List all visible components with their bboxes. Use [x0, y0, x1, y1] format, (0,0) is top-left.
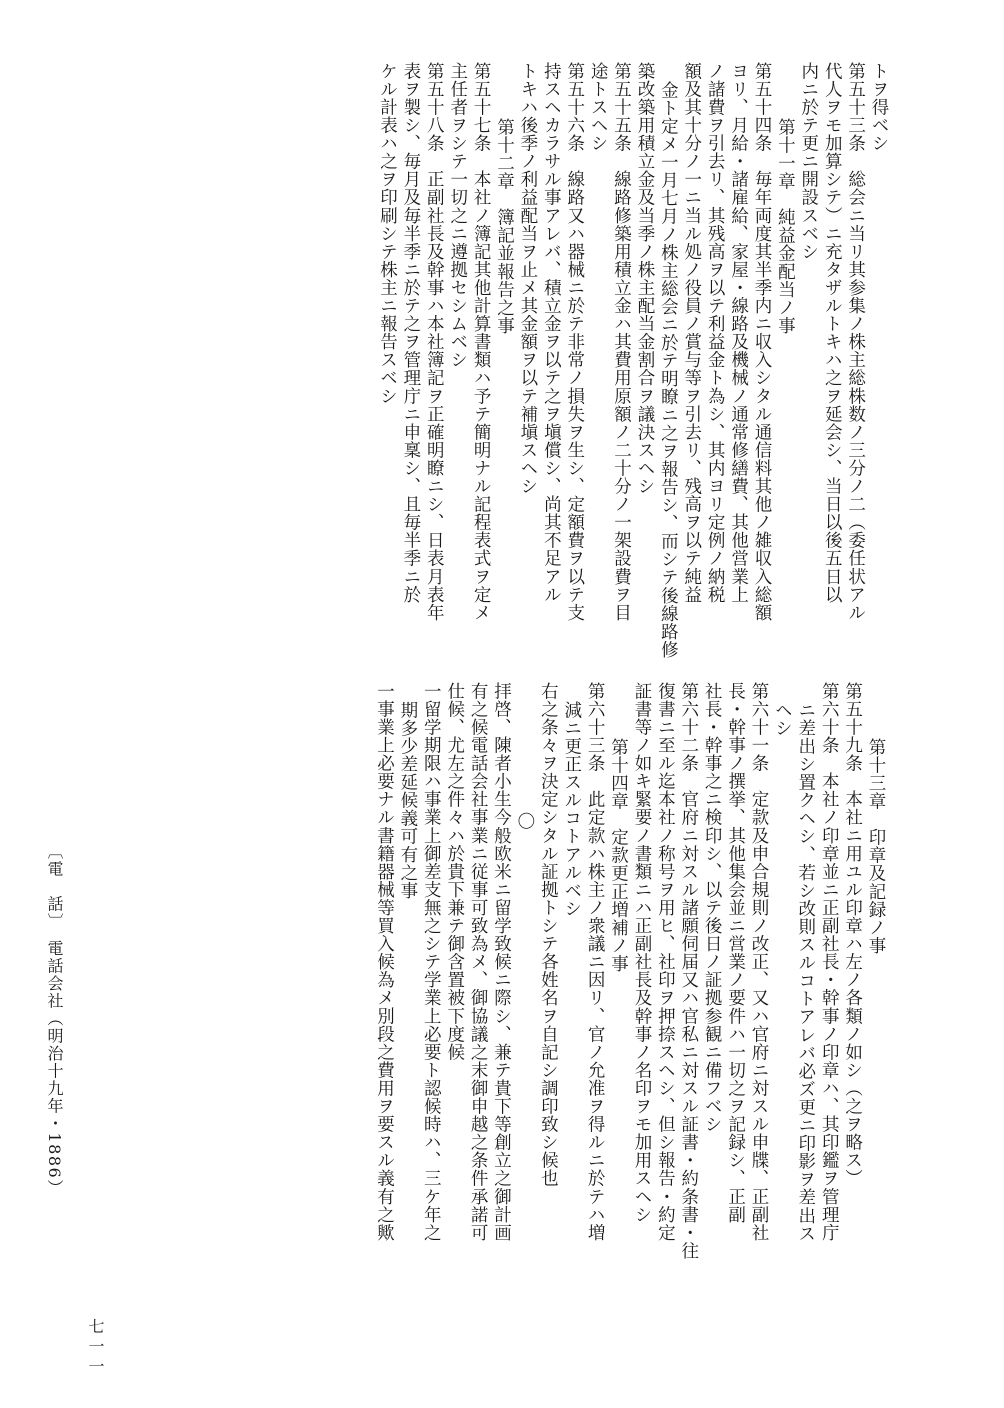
- text-line: 有之候電話会社事業ニ従事可致為メ、御協議之末御申越之条件承諾可: [468, 682, 489, 1242]
- chapter-heading: 第十一章 純益金配当ノ事: [775, 118, 796, 335]
- text-line: 拝啓、陳者小生今般欧米ニ留学致候ニ際シ、兼テ貴下等創立之御計画: [491, 682, 512, 1242]
- text-line: 長・幹事ノ撰挙、其他集会並ニ営業ノ要件ハ一切之ヲ記録シ、正副: [725, 682, 746, 1224]
- text-line: ノ諸費ヲ引去リ、其残高ヲ以テ利益金ト為シ、其内ヨリ定例ノ納税: [705, 62, 726, 604]
- text-line: 額及其十分ノ一ニ当ル処ノ役員ノ賞与等ヲ引去リ、残高ヲ以テ純益: [681, 62, 702, 604]
- page-number: 七一一: [86, 1318, 105, 1378]
- text-line: 第六十二条 官府ニ対スル諸願伺届又ハ官私ニ対スル証書・約条書・往: [678, 682, 699, 1260]
- top-text-block: [375, 62, 890, 659]
- text-line: 築改築用積立金及当季ノ株主配当金割合ヲ議決スヘシ: [634, 62, 655, 496]
- text-line: 第五十九条 本社ニ用ユル印章ハ左ノ各類ノ如シ（之ヲ略ス）: [842, 682, 863, 1188]
- text-line: 社長・幹事之ニ検印シ、以テ後日ノ証拠参観ニ備フベシ: [702, 682, 723, 1134]
- bottom-text-block: [372, 682, 887, 1282]
- text-line: 金ト定メ一月七月ノ株主総会ニ於テ明瞭ニ之ヲ報告シ、而シテ後線路修: [658, 81, 679, 659]
- text-line: 表ヲ製シ、毎月及毎半季ニ於テ之ヲ管理庁ニ申稟シ、且毎半季ニ於: [400, 62, 421, 604]
- text-line: 第六十三条 此定款ハ株主ノ衆議ニ因リ、官ノ允准ヲ得ルニ於テハ増: [585, 682, 606, 1242]
- text-line: 復書ニ至ル迄本社ノ称号ヲ用ヒ、社印ヲ押捺スヘシ、但シ報告・約定: [655, 682, 676, 1242]
- text-line: 主任者ヲシテ一切之ニ遵拠セシムベシ: [447, 62, 468, 369]
- text-line: 一留学期限ハ事業上御差支無之シテ学業上必要ト認候時ハ、三ケ年之: [421, 682, 442, 1242]
- text-line: 途トスヘシ: [588, 62, 609, 153]
- chapter-heading: 第十三章 印章及記録ノ事: [866, 738, 886, 955]
- text-line: 内ニ於テ更ニ開設スベシ: [798, 62, 819, 261]
- text-line: トヲ得ベシ: [869, 62, 889, 153]
- chapter-heading: 第十二章 簿記並報告之事: [494, 118, 515, 335]
- text-line: ケル計表ハ之ヲ印刷シテ株主ニ報告スベシ: [377, 62, 398, 405]
- chapter-heading: 第十四章 定款更正増補ノ事: [608, 738, 629, 973]
- text-line: 一事業上必要ナル書籍器械等買入候為メ別段之費用ヲ要スル義有之歟: [374, 682, 395, 1242]
- text-line: 仕候、尤左之件々ハ於貴下兼テ御含置被下度候: [444, 682, 465, 1062]
- text-line: 持スヘカラサル事アレバ、積立金ヲ以テ之ヲ塡償シ、尚其不足アル: [541, 62, 562, 604]
- text-line: ヨリ、月給・諸雇給、家屋・線路及機械ノ通常修繕費、其他営業上: [728, 62, 749, 604]
- text-line: 第六十条 本社ノ印章並ニ正副社長・幹事ノ印章ハ、其印鑑ヲ管理庁: [819, 682, 840, 1242]
- text-line: ヘシ: [772, 701, 793, 738]
- text-line: ニ差出シ置クヘシ、若シ改則スルコトアレバ必ズ更ニ印影ヲ差出ス: [795, 701, 816, 1243]
- text-line: トキハ後季ノ利益配当ヲ止メ其金額ヲ以テ補塡スヘシ: [517, 62, 538, 496]
- text-line: 期多少差延候義可有之事: [397, 701, 418, 900]
- text-line: 第五十三条 総会ニ当リ其参集ノ株主総株数ノ三分ノ二（委任状アル: [845, 62, 866, 622]
- text-line: 第五十五条 線路修築用積立金ハ其費用原額ノ二十分ノ一架設費ヲ目: [611, 62, 632, 622]
- text-line: 第五十四条 毎年両度其半季内ニ収入シタル通信料其他ノ雑収入総額: [751, 62, 772, 622]
- running-head: 〔電 話〕 電話会社（明治十九年・1886）: [45, 843, 64, 1197]
- text-line: 第五十八条 正副社長及幹事ハ本社簿記ヲ正確明瞭ニシ、日表月表年: [424, 62, 445, 622]
- text-line: 減ニ更正スルコトアルベシ: [561, 701, 582, 918]
- ornament-circle: 〇: [514, 811, 535, 830]
- text-line: 証書等ノ如キ緊要ノ書類ニハ正副社長及幹事ノ名印ヲモ加用スヘシ: [631, 682, 652, 1224]
- text-line: 代人ヲモ加算シテ）ニ充タザルトキハ之ヲ延会シ、当日以後五日以: [822, 62, 843, 604]
- text-line: 第五十六条 線路又ハ器械ニ於テ非常ノ損失ヲ生シ、定額費ヲ以テ支: [564, 62, 585, 622]
- text-line: 第六十一条 定款及申合規則ノ改正、又ハ官府ニ対スル申牒、正副社: [748, 682, 769, 1242]
- text-line: 第五十七条 本社ノ簿記其他計算書類ハ予テ簡明ナル記程表式ヲ定メ: [471, 62, 492, 622]
- text-line: 右之条々ヲ決定シタル証拠トシテ各姓名ヲ自記シ調印致シ候也: [538, 682, 559, 1188]
